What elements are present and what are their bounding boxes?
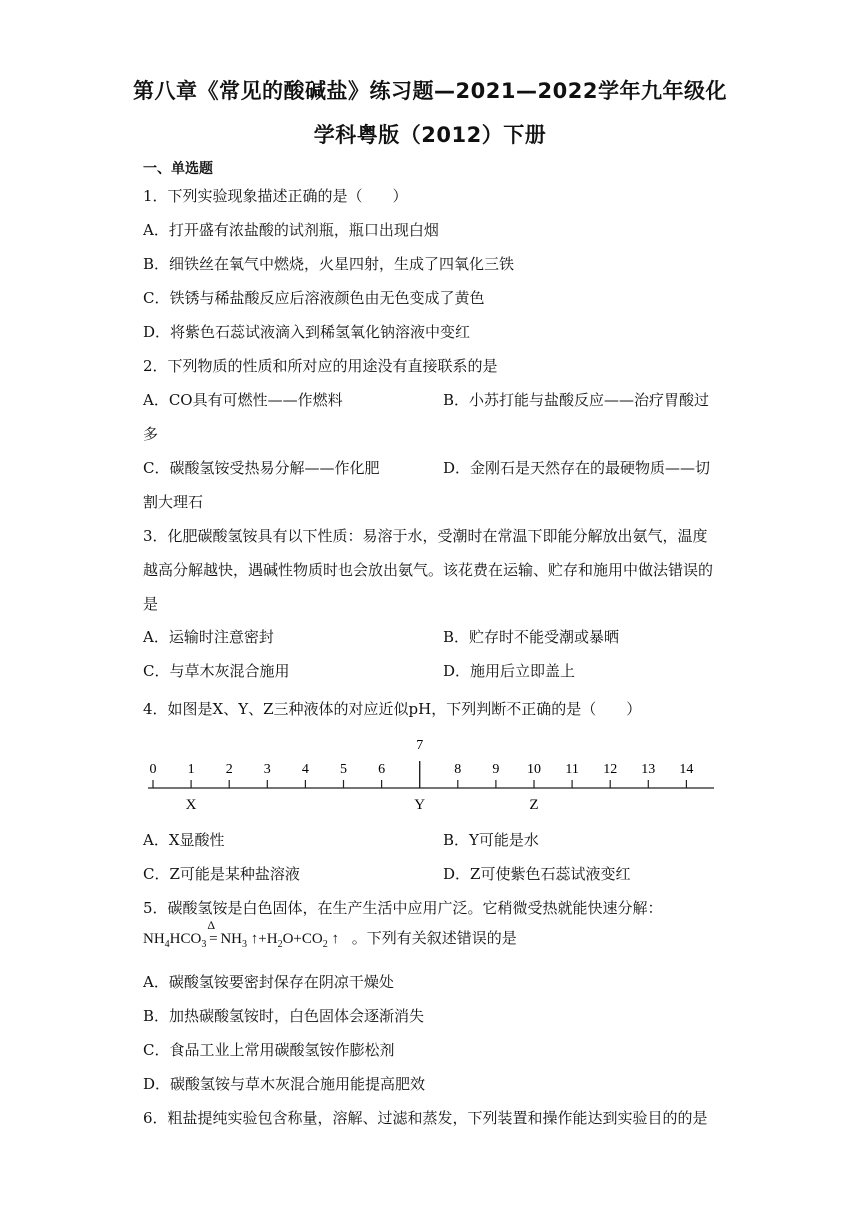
- ph-tick-label-8: 8: [454, 762, 462, 777]
- q1-stem: 1．下列实验现象描述正确的是（ ）: [143, 187, 408, 205]
- ph-marker-z: Z: [529, 797, 539, 813]
- q3-stem-line-3: 是: [143, 595, 159, 613]
- q4-option-a: A．X显酸性: [143, 831, 225, 849]
- q1-option-b: B．细铁丝在氧气中燃烧，火星四射，生成了四氧化三铁: [143, 255, 515, 273]
- ph-tick-label-0: 0: [149, 762, 157, 777]
- ph-tick-label-2: 2: [225, 762, 233, 777]
- ph-tick-label-12: 12: [603, 762, 618, 777]
- ph-tick-label-14: 14: [679, 762, 694, 777]
- q2-option-b-continued: 多: [143, 425, 159, 443]
- q5-formula-line: [143, 918, 517, 950]
- ph-tick-label-11: 11: [565, 762, 579, 777]
- q5-formula-after: 。下列有关叙述错误的是: [351, 929, 517, 947]
- q5-option-b: B．加热碳酸氢铵时，白色固体会逐渐消失: [143, 1007, 425, 1025]
- ph-tick-label-1: 1: [187, 762, 195, 777]
- ph-tick-label-13: 13: [641, 762, 656, 777]
- ph-tick-label-6: 6: [378, 762, 386, 777]
- q5-option-d: D．碳酸氢铵与草木灰混合施用能提高肥效: [143, 1075, 426, 1093]
- q1-option-c: C．铁锈与稀盐酸反应后溶液颜色由无色变成了黄色: [143, 289, 485, 307]
- ph-scale-figure: [140, 735, 720, 820]
- section-heading: 一、单选题: [143, 161, 213, 177]
- q1-option-a: A．打开盛有浓盐酸的试剂瓶，瓶口出现白烟: [143, 221, 439, 239]
- q3-option-c: C．与草木灰混合施用: [143, 662, 290, 680]
- q3-stem-line-1: 3．化肥碳酸氢铵具有以下性质：易溶于水，受潮时在常温下即能分解放出氨气，温度: [143, 527, 708, 545]
- document-title-line-2: 学科粤版（2012）下册: [313, 123, 547, 147]
- q2-option-a: A．CO具有可燃性——作燃料: [143, 391, 343, 409]
- q5-option-c: C．食品工业上常用碳酸氢铵作膨松剂: [143, 1041, 395, 1059]
- ph-marker-x: X: [185, 797, 197, 813]
- q5-stem: 5．碳酸氢铵是白色固体，在生产生活中应用广泛。它稍微受热就能快速分解：: [143, 899, 663, 917]
- q2-option-d-continued: 割大理石: [143, 493, 204, 511]
- q3-option-b: B．贮存时不能受潮或暴晒: [443, 628, 620, 646]
- q2-option-c: C．碳酸氢铵受热易分解——作化肥: [143, 459, 380, 477]
- q2-option-d: D．金刚石是天然存在的最硬物质——切: [443, 459, 711, 477]
- document-title-line-1: 第八章《常见的酸碱盐》练习题—2021—2022学年九年级化: [133, 79, 727, 103]
- q4-option-c: C．Z可能是某种盐溶液: [143, 865, 300, 883]
- q4-option-b: B．Y可能是水: [443, 831, 539, 849]
- q1-option-d: D．将紫色石蕊试液滴入到稀氢氧化钠溶液中变红: [143, 323, 471, 341]
- ph-marker-y: Y: [414, 797, 426, 813]
- ph-tick-label-5: 5: [340, 762, 347, 777]
- q5-option-a: A．碳酸氢铵要密封保存在阴凉干燥处: [143, 973, 394, 991]
- chemical-equation: $NH_4HCO_3$ Δ = $NH_3$ $↑+H_2O+CO_2$ ↑: [143, 918, 339, 950]
- q3-option-a: A．运输时注意密封: [143, 628, 274, 646]
- q3-option-d: D．施用后立即盖上: [443, 662, 576, 680]
- q3-stem-line-2: 越高分解越快，遇碱性物质时也会放出氨气。该花费在运输、贮存和施用中做法错误的: [143, 561, 714, 579]
- q2-option-b: B．小苏打能与盐酸反应——治疗胃酸过: [443, 391, 710, 409]
- ph-tick-label-7: 7: [416, 738, 424, 753]
- q4-stem: 4．如图是X、Y、Z三种液体的对应近似pH，下列判断不正确的是（ ）: [143, 700, 642, 718]
- ph-tick-label-4: 4: [301, 762, 309, 777]
- ph-tick-label-10: 10: [527, 762, 541, 777]
- q2-stem: 2．下列物质的性质和所对应的用途没有直接联系的是: [143, 357, 498, 375]
- q6-stem: 6．粗盐提纯实验包含称量，溶解、过滤和蒸发，下列装置和操作能达到实验目的的是: [143, 1109, 708, 1127]
- ph-tick-label-3: 3: [263, 762, 271, 777]
- ph-tick-label-9: 9: [492, 762, 500, 777]
- q4-option-d: D．Z可使紫色石蕊试液变红: [443, 865, 631, 883]
